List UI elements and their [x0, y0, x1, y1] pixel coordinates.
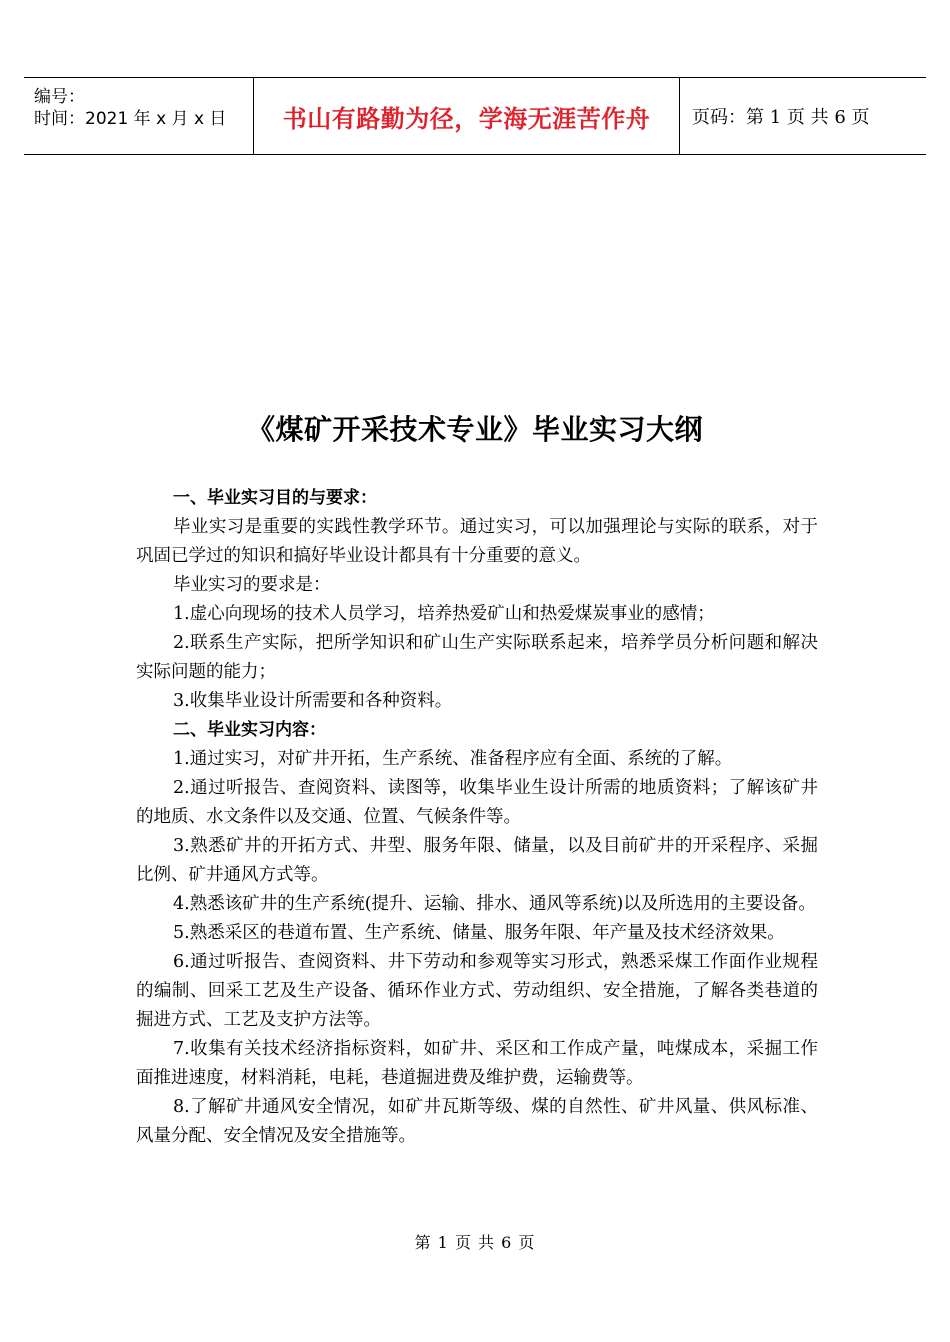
header-meta: [24, 78, 254, 154]
paragraph: 1.虚心向现场的技术人员学习，培养热爱矿山和热爱煤炭事业的感情；: [173, 604, 715, 624]
motto: 书山有路勤为径，学海无涯苦作舟: [282, 104, 651, 133]
time-label: 时间：2021 年 x 月 x 日: [34, 109, 227, 129]
page-code: 页码：第 1 页 共 6 页: [692, 107, 870, 128]
paragraph: 3.熟悉矿井的开拓方式、井型、服务年限、储量，以及目前矿井的开采程序、采掘比例、矿井通风方式等。: [136, 836, 818, 885]
paragraph: 8.了解矿井通风安全情况，如矿井瓦斯等级、煤的自然性、矿井风量、供风标准、风量分配、安全情况及安全措施等。: [136, 1097, 818, 1146]
paragraph: 1.通过实习，对矿井开拓，生产系统、准备程序应有全面、系统的了解。: [173, 749, 733, 769]
paragraph: 毕业实习的要求是：: [173, 575, 331, 595]
section-heading: 二、毕业实习内容：: [173, 720, 326, 740]
section-heading: 一、毕业实习目的与要求：: [173, 488, 377, 508]
number-label: 编号：: [34, 87, 85, 107]
document-body: [136, 484, 818, 1151]
paragraph: 2.联系生产实际，把所学知识和矿山生产实际联系起来，培养学员分析问题和解决实际问题的能力；: [136, 633, 818, 682]
paragraph: 7.收集有关技术经济指标资料，如矿井、采区和工作成产量，吨煤成本，采掘工作面推进速度，材料消耗，电耗，巷道掘进费及维护费，运输费等。: [136, 1039, 818, 1088]
page-footer: 第 1 页 共 6 页: [414, 1233, 536, 1252]
paragraph: 4.熟悉该矿井的生产系统(提升、运输、排水、通风等系统)以及所选用的主要设备。: [173, 894, 816, 914]
page-header: [24, 77, 926, 155]
header-page-code: [680, 78, 926, 154]
document-title: 《煤矿开采技术专业》毕业实习大纲: [246, 413, 703, 446]
paragraph: 3.收集毕业设计所需要和各种资料。: [173, 691, 453, 711]
paragraph: 5.熟悉采区的巷道布置、生产系统、储量、服务年限、年产量及技术经济效果。: [173, 923, 785, 943]
paragraph: 毕业实习是重要的实践性教学环节。通过实习，可以加强理论与实际的联系，对于巩固已学过的知识和搞好毕业设计都具有十分重要的意义。: [136, 517, 818, 566]
header-motto-cell: [254, 78, 680, 154]
paragraph: 2.通过听报告、查阅资料、读图等，收集毕业生设计所需的地质资料；了解该矿井的地质、水文条件以及交通、位置、气候条件等。: [136, 778, 818, 827]
paragraph: 6.通过听报告、查阅资料、井下劳动和参观等实习形式，熟悉采煤工作面作业规程的编制、回采工艺及生产设备、循环作业方式、劳动组织、安全措施，了解各类巷道的掘进方式、工艺及支护方法等。: [136, 952, 818, 1030]
